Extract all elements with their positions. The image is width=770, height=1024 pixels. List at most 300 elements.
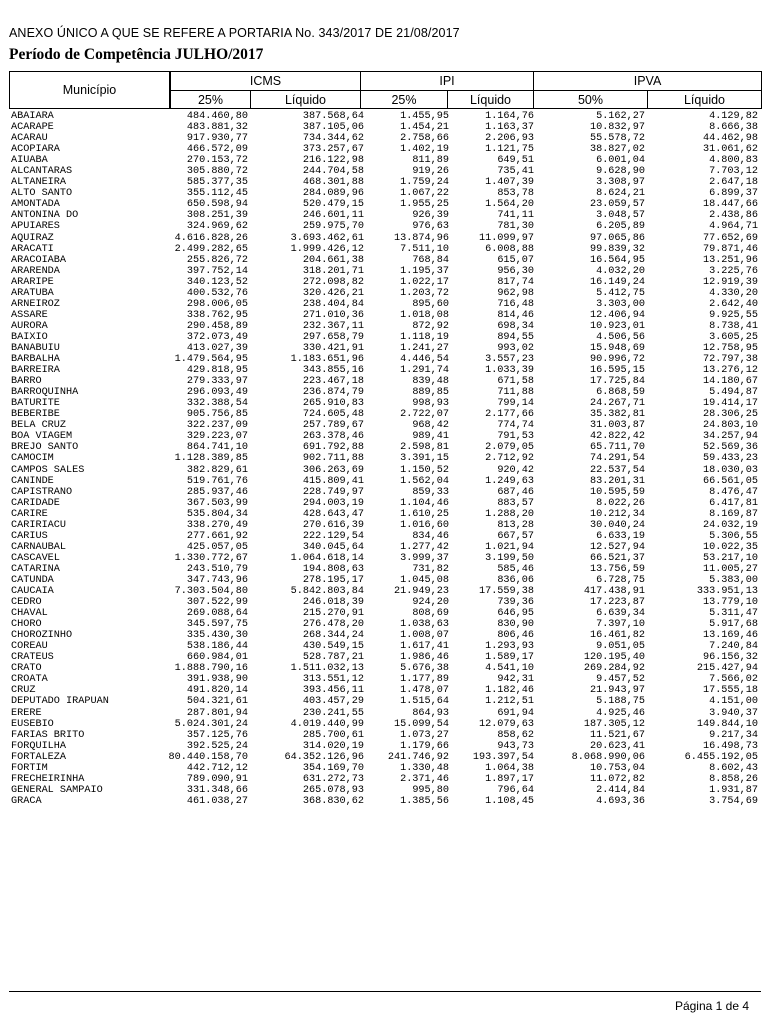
table-row [0, 453, 770, 464]
municipio-cell: ERERE [11, 707, 42, 719]
ipi-liquido-cell: 1.288,20 [485, 508, 534, 520]
ipi-25-cell: 2.371,46 [400, 773, 449, 785]
municipio-cell: ARACATI [11, 243, 54, 255]
table-row [0, 564, 770, 575]
municipio-cell: AMONTADA [11, 199, 60, 211]
icms-25-cell: 905.756,85 [186, 409, 248, 421]
ipva-liquido-cell: 59.433,23 [702, 453, 758, 465]
icms-25-cell: 308.251,39 [186, 210, 248, 222]
header-icms-liq [250, 90, 361, 109]
ipi-liquido-cell: 883,57 [497, 497, 534, 509]
ipva-liquido-cell: 12.919,39 [702, 276, 758, 288]
ipva-liquido-cell: 9.925,55 [709, 309, 758, 321]
ipi-liquido-cell: 943,73 [497, 740, 534, 752]
ipi-25-cell: 1.277,42 [400, 541, 449, 553]
ipva-50-cell: 16.564,95 [589, 254, 645, 266]
icms-liquido-cell: 215.270,91 [302, 608, 364, 620]
municipio-cell: BARRO [11, 376, 42, 388]
ipva-liquido-cell: 7.566,02 [709, 674, 758, 686]
ipi-liquido-cell: 1.021,94 [485, 541, 534, 553]
municipio-cell: ACARAPE [11, 122, 54, 134]
ipva-liquido-cell: 4.129,82 [709, 111, 758, 122]
table-row [0, 796, 770, 807]
ipva-50-cell: 23.059,57 [589, 199, 645, 211]
ipva-50-cell: 74.291,54 [589, 453, 645, 465]
ipva-liquido-cell: 6.899,37 [709, 188, 758, 200]
ipi-liquido-cell: 649,51 [497, 155, 534, 167]
table-row [0, 509, 770, 520]
header-municipio-label: Município [62, 83, 117, 97]
ipva-liquido-cell: 5.383,00 [709, 574, 758, 586]
ipva-50-cell: 417.438,91 [583, 586, 645, 598]
icms-liquido-cell: 1.511.032,13 [290, 663, 364, 675]
table-row [0, 619, 770, 630]
municipio-cell: ASSARE [11, 309, 48, 321]
ipi-25-cell: 808,69 [412, 608, 449, 620]
ipi-25-cell: 968,42 [412, 420, 449, 432]
table-row [0, 597, 770, 608]
ipva-liquido-cell: 3.605,25 [709, 331, 758, 343]
ipva-liquido-cell: 2.438,86 [709, 210, 758, 222]
municipio-cell: CAPISTRANO [11, 486, 73, 498]
table-row [0, 332, 770, 343]
ipi-25-cell: 7.511,10 [400, 243, 449, 255]
ipi-25-cell: 919,26 [412, 166, 449, 178]
icms-liquido-cell: 428.643,47 [302, 508, 364, 520]
icms-25-cell: 287.801,94 [186, 707, 248, 719]
icms-25-cell: 1.888.790,16 [174, 663, 248, 675]
icms-25-cell: 650.598,94 [186, 199, 248, 211]
ipi-25-cell: 1.986,46 [400, 652, 449, 664]
icms-liquido-cell: 232.367,11 [302, 320, 364, 332]
table-row [0, 221, 770, 232]
header-ipi-group [360, 71, 534, 91]
table-row [0, 774, 770, 785]
ipi-25-cell: 1.241,27 [400, 342, 449, 354]
icms-25-cell: 491.820,14 [186, 685, 248, 697]
icms-25-cell: 324.969,62 [186, 221, 248, 233]
table-row [0, 365, 770, 376]
municipio-cell: AIUABA [11, 155, 48, 167]
ipi-liquido-cell: 698,34 [497, 320, 534, 332]
icms-25-cell: 340.123,52 [186, 276, 248, 288]
icms-liquido-cell: 64.352.126,96 [284, 751, 364, 763]
table-row [0, 586, 770, 597]
icms-25-cell: 335.430,30 [186, 630, 248, 642]
ipi-liquido-cell: 956,30 [497, 265, 534, 277]
municipio-cell: BARREIRA [11, 365, 60, 377]
ipva-liquido-cell: 3.940,37 [709, 707, 758, 719]
ipi-liquido-cell: 813,28 [497, 519, 534, 531]
ipi-liquido-cell: 6.008,88 [485, 243, 534, 255]
icms-liquido-cell: 204.661,38 [302, 254, 364, 266]
ipi-liquido-cell: 615,07 [497, 254, 534, 266]
ipi-25-cell: 1.179,66 [400, 740, 449, 752]
ipi-liquido-cell: 2.206,93 [485, 133, 534, 145]
ipi-liquido-cell: 942,31 [497, 674, 534, 686]
ipi-liquido-cell: 799,14 [497, 398, 534, 410]
ipi-liquido-cell: 691,94 [497, 707, 534, 719]
table-row [0, 310, 770, 321]
ipva-liquido-cell: 4.800,83 [709, 155, 758, 167]
ipva-50-cell: 31.003,87 [589, 420, 645, 432]
icms-liquido-cell: 306.263,69 [302, 464, 364, 476]
ipi-25-cell: 1.038,63 [400, 619, 449, 631]
icms-25-cell: 290.458,89 [186, 320, 248, 332]
ipi-liquido-cell: 1.121,75 [485, 144, 534, 156]
icms-25-cell: 391.938,90 [186, 674, 248, 686]
icms-25-cell: 4.616.828,26 [174, 232, 248, 244]
icms-25-cell: 338.270,49 [186, 519, 248, 531]
header-icms-label: ICMS [249, 74, 282, 88]
header-ipi-pct [360, 90, 448, 109]
municipio-cell: FARIAS BRITO [11, 729, 85, 741]
ipva-liquido-cell: 18.030,03 [702, 464, 758, 476]
icms-liquido-cell: 1.183.651,96 [290, 354, 364, 366]
icms-25-cell: 538.186,44 [186, 641, 248, 653]
municipio-cell: CARIUS [11, 530, 48, 542]
ipi-liquido-cell: 716,48 [497, 298, 534, 310]
icms-25-cell: 466.572,09 [186, 144, 248, 156]
ipva-liquido-cell: 16.498,73 [702, 740, 758, 752]
ipi-25-cell: 1.016,60 [400, 519, 449, 531]
ipva-50-cell: 6.633,19 [596, 530, 645, 542]
ipva-liquido-cell: 1.931,87 [709, 784, 758, 796]
header-icms-group [170, 71, 361, 91]
icms-25-cell: 345.597,75 [186, 619, 248, 631]
ipva-50-cell: 10.832,97 [589, 122, 645, 134]
ipva-liquido-cell: 14.180,67 [702, 376, 758, 388]
ipva-50-cell: 16.149,24 [589, 276, 645, 288]
ipi-liquido-cell: 1.033,39 [485, 365, 534, 377]
icms-liquido-cell: 285.700,61 [302, 729, 364, 741]
ipva-50-cell: 97.065,86 [589, 232, 645, 244]
icms-25-cell: 270.153,72 [186, 155, 248, 167]
icms-liquido-cell: 265.078,93 [302, 784, 364, 796]
table-row [0, 177, 770, 188]
icms-25-cell: 331.348,66 [186, 784, 248, 796]
ipi-25-cell: 768,84 [412, 254, 449, 266]
municipio-cell: CAUCAIA [11, 586, 54, 598]
table-row [0, 542, 770, 553]
ipi-liquido-cell: 962,98 [497, 287, 534, 299]
header-ipi-liq-label: Líquido [469, 92, 511, 107]
icms-25-cell: 305.880,72 [186, 166, 248, 178]
municipio-cell: BAIXIO [11, 331, 48, 343]
municipio-cell: CRATO [11, 663, 42, 675]
ipi-25-cell: 3.391,15 [400, 453, 449, 465]
ipva-liquido-cell: 77.652,69 [702, 232, 758, 244]
ipi-25-cell: 1.455,95 [400, 111, 449, 122]
municipio-cell: AQUIRAZ [11, 232, 54, 244]
municipio-cell: EUSEBIO [11, 718, 54, 730]
ipi-liquido-cell: 1.163,37 [485, 122, 534, 134]
ipva-50-cell: 9.628,90 [596, 166, 645, 178]
ipva-50-cell: 10.753,04 [589, 762, 645, 774]
header-ipva-label: IPVA [633, 74, 662, 88]
ipva-50-cell: 7.397,10 [596, 619, 645, 631]
municipio-cell: CATARINA [11, 563, 60, 575]
municipio-cell: APUIARES [11, 221, 60, 233]
ipva-50-cell: 10.595,59 [589, 486, 645, 498]
ipi-25-cell: 1.018,08 [400, 309, 449, 321]
table-row [0, 696, 770, 707]
icms-25-cell: 504.321,61 [186, 696, 248, 708]
ipva-50-cell: 11.521,67 [589, 729, 645, 741]
municipio-cell: CROATA [11, 674, 48, 686]
ipi-25-cell: 926,39 [412, 210, 449, 222]
municipio-cell: ALTO SANTO [11, 188, 73, 200]
icms-liquido-cell: 1.999.426,12 [290, 243, 364, 255]
icms-liquido-cell: 373.257,67 [302, 144, 364, 156]
icms-25-cell: 1.479.564,95 [174, 354, 248, 366]
ipi-liquido-cell: 1.182,46 [485, 685, 534, 697]
ipi-25-cell: 1.177,89 [400, 674, 449, 686]
icms-25-cell: 80.440.158,70 [168, 751, 248, 763]
municipio-cell: CRATEUS [11, 652, 54, 664]
icms-25-cell: 307.522,99 [186, 597, 248, 609]
ipva-liquido-cell: 8.738,41 [709, 320, 758, 332]
ipi-25-cell: 1.045,08 [400, 574, 449, 586]
ipva-50-cell: 20.623,41 [589, 740, 645, 752]
ipi-liquido-cell: 1.564,20 [485, 199, 534, 211]
ipi-25-cell: 811,89 [412, 155, 449, 167]
icms-25-cell: 789.090,91 [186, 773, 248, 785]
municipio-cell: ALTANEIRA [11, 177, 67, 189]
ipi-25-cell: 4.446,54 [400, 354, 449, 366]
municipio-cell: ARACOIABA [11, 254, 67, 266]
table-row [0, 266, 770, 277]
ipi-liquido-cell: 1.212,51 [485, 696, 534, 708]
ipva-50-cell: 99.839,32 [589, 243, 645, 255]
icms-liquido-cell: 1.064.618,14 [290, 552, 364, 564]
header-ipva-pct-label: 50% [577, 92, 604, 107]
header-ipva-pct [533, 90, 648, 109]
ipva-50-cell: 6.728,75 [596, 574, 645, 586]
icms-25-cell: 255.826,72 [186, 254, 248, 266]
ipi-liquido-cell: 2.712,92 [485, 453, 534, 465]
ipva-50-cell: 17.725,84 [589, 376, 645, 388]
ipi-25-cell: 1.610,25 [400, 508, 449, 520]
ipi-liquido-cell: 735,41 [497, 166, 534, 178]
icms-25-cell: 338.762,95 [186, 309, 248, 321]
header-ipi-label: IPI [439, 74, 455, 88]
table-row [0, 674, 770, 685]
ipva-50-cell: 66.521,37 [589, 552, 645, 564]
table-row [0, 255, 770, 266]
ipi-25-cell: 872,92 [412, 320, 449, 332]
ipva-liquido-cell: 8.858,26 [709, 773, 758, 785]
ipi-25-cell: 1.330,48 [400, 762, 449, 774]
icms-liquido-cell: 403.457,29 [302, 696, 364, 708]
header-ipi-liq [447, 90, 534, 109]
icms-25-cell: 285.937,46 [186, 486, 248, 498]
ipva-liquido-cell: 24.032,19 [702, 519, 758, 531]
ipva-50-cell: 8.624,21 [596, 188, 645, 200]
ipva-liquido-cell: 5.494,87 [709, 387, 758, 399]
ipi-25-cell: 1.562,04 [400, 475, 449, 487]
municipio-cell: FORQUILHA [11, 740, 67, 752]
header-ipva-group [533, 71, 762, 91]
ipva-50-cell: 8.022,26 [596, 497, 645, 509]
icms-25-cell: 397.752,14 [186, 265, 248, 277]
table-row [0, 233, 770, 244]
ipva-liquido-cell: 72.797,38 [702, 354, 758, 366]
ipi-25-cell: 859,33 [412, 486, 449, 498]
period-title: Período de Competência JULHO/2017 [9, 46, 264, 63]
ipi-25-cell: 839,48 [412, 376, 449, 388]
ipva-liquido-cell: 215.427,94 [696, 663, 758, 675]
ipva-50-cell: 5.162,27 [596, 111, 645, 122]
table-row [0, 122, 770, 133]
ipva-50-cell: 2.414,84 [596, 784, 645, 796]
ipi-liquido-cell: 1.407,39 [485, 177, 534, 189]
table-row [0, 641, 770, 652]
icms-liquido-cell: 343.855,16 [302, 365, 364, 377]
ipva-liquido-cell: 34.257,94 [702, 431, 758, 443]
icms-25-cell: 367.503,99 [186, 497, 248, 509]
icms-25-cell: 392.525,24 [186, 740, 248, 752]
ipva-liquido-cell: 28.306,25 [702, 409, 758, 421]
ipi-25-cell: 21.949,23 [393, 586, 449, 598]
ipi-liquido-cell: 4.541,10 [485, 663, 534, 675]
icms-25-cell: 461.038,27 [186, 795, 248, 807]
icms-25-cell: 382.829,61 [186, 464, 248, 476]
municipio-cell: ARNEIROZ [11, 298, 60, 310]
ipva-liquido-cell: 5.311,47 [709, 608, 758, 620]
ipva-liquido-cell: 79.871,46 [702, 243, 758, 255]
icms-25-cell: 442.712,12 [186, 762, 248, 774]
ipva-50-cell: 10.212,34 [589, 508, 645, 520]
icms-liquido-cell: 246.601,11 [302, 210, 364, 222]
municipio-cell: BATURITE [11, 398, 60, 410]
icms-liquido-cell: 902.711,88 [302, 453, 364, 465]
icms-25-cell: 279.333,97 [186, 376, 248, 388]
icms-25-cell: 355.112,45 [186, 188, 248, 200]
ipi-25-cell: 2.722,07 [400, 409, 449, 421]
icms-liquido-cell: 520.479,15 [302, 199, 364, 211]
ipva-liquido-cell: 9.217,34 [709, 729, 758, 741]
header-icms-pct-label: 25% [197, 92, 224, 107]
ipi-25-cell: 1.008,07 [400, 630, 449, 642]
table-row [0, 343, 770, 354]
ipi-25-cell: 1.118,19 [400, 331, 449, 343]
ipi-25-cell: 1.385,56 [400, 795, 449, 807]
icms-liquido-cell: 222.129,54 [302, 530, 364, 542]
ipi-25-cell: 864,93 [412, 707, 449, 719]
municipio-cell: ALCANTARAS [11, 166, 73, 178]
table-row [0, 741, 770, 752]
ipi-liquido-cell: 830,90 [497, 619, 534, 631]
icms-liquido-cell: 320.426,21 [302, 287, 364, 299]
icms-25-cell: 483.881,32 [186, 122, 248, 134]
ipi-25-cell: 1.617,41 [400, 641, 449, 653]
ipi-liquido-cell: 796,64 [497, 784, 534, 796]
ipi-25-cell: 1.478,07 [400, 685, 449, 697]
ipi-25-cell: 989,41 [412, 431, 449, 443]
icms-25-cell: 347.743,96 [186, 574, 248, 586]
table-row [0, 730, 770, 741]
municipio-cell: AURORA [11, 320, 48, 332]
table-row [0, 244, 770, 255]
table-body [0, 111, 770, 807]
ipva-50-cell: 6.205,89 [596, 221, 645, 233]
ipi-25-cell: 834,46 [412, 530, 449, 542]
municipio-cell: CATUNDA [11, 574, 54, 586]
ipi-liquido-cell: 671,58 [497, 376, 534, 388]
table-row [0, 133, 770, 144]
table-row [0, 685, 770, 696]
ipi-liquido-cell: 1.064,38 [485, 762, 534, 774]
table-row [0, 520, 770, 531]
ipva-50-cell: 16.595,15 [589, 365, 645, 377]
icms-liquido-cell: 278.195,17 [302, 574, 364, 586]
table-row [0, 487, 770, 498]
municipio-cell: CHAVAL [11, 608, 48, 620]
ipva-liquido-cell: 96.156,32 [702, 652, 758, 664]
ipi-liquido-cell: 853,78 [497, 188, 534, 200]
table-row [0, 719, 770, 730]
ipva-50-cell: 12.527,94 [589, 541, 645, 553]
ipva-liquido-cell: 66.561,05 [702, 475, 758, 487]
ipi-liquido-cell: 1.897,17 [485, 773, 534, 785]
table-row [0, 420, 770, 431]
table-row [0, 553, 770, 564]
icms-liquido-cell: 257.789,67 [302, 420, 364, 432]
table-row [0, 398, 770, 409]
ipva-liquido-cell: 149.844,10 [696, 718, 758, 730]
municipio-cell: ABAIARA [11, 111, 54, 122]
municipio-cell: FORTIM [11, 762, 48, 774]
ipva-50-cell: 4.693,36 [596, 795, 645, 807]
ipi-liquido-cell: 1.164,76 [485, 111, 534, 122]
table-row [0, 652, 770, 663]
ipva-50-cell: 10.923,01 [589, 320, 645, 332]
ipva-liquido-cell: 8.602,43 [709, 762, 758, 774]
ipi-25-cell: 1.104,46 [400, 497, 449, 509]
ipva-50-cell: 4.506,56 [596, 331, 645, 343]
ipva-liquido-cell: 6.455.192,05 [684, 751, 758, 763]
ipi-25-cell: 241.746,92 [387, 751, 449, 763]
icms-liquido-cell: 236.874,79 [302, 387, 364, 399]
icms-liquido-cell: 4.019.440,99 [290, 718, 364, 730]
icms-liquido-cell: 244.704,58 [302, 166, 364, 178]
table-row [0, 354, 770, 365]
table-row [0, 608, 770, 619]
ipva-liquido-cell: 44.462,98 [702, 133, 758, 145]
ipva-liquido-cell: 2.642,40 [709, 298, 758, 310]
icms-25-cell: 243.510,79 [186, 563, 248, 575]
ipva-liquido-cell: 13.276,12 [702, 365, 758, 377]
ipi-liquido-cell: 711,88 [497, 387, 534, 399]
ipva-50-cell: 8.068.990,06 [571, 751, 645, 763]
table-row [0, 630, 770, 641]
ipva-liquido-cell: 18.447,66 [702, 199, 758, 211]
icms-liquido-cell: 270.616,39 [302, 519, 364, 531]
ipva-50-cell: 269.284,92 [583, 663, 645, 675]
table-row [0, 321, 770, 332]
ipva-50-cell: 15.948,69 [589, 342, 645, 354]
ipva-50-cell: 3.303,00 [596, 298, 645, 310]
table-row [0, 531, 770, 542]
table-row [0, 575, 770, 586]
ipva-liquido-cell: 4.964,71 [709, 221, 758, 233]
ipva-liquido-cell: 17.555,18 [702, 685, 758, 697]
icms-25-cell: 1.330.772,67 [174, 552, 248, 564]
icms-25-cell: 5.024.301,24 [174, 718, 248, 730]
ipva-liquido-cell: 13.779,10 [702, 597, 758, 609]
ipva-50-cell: 16.461,82 [589, 630, 645, 642]
